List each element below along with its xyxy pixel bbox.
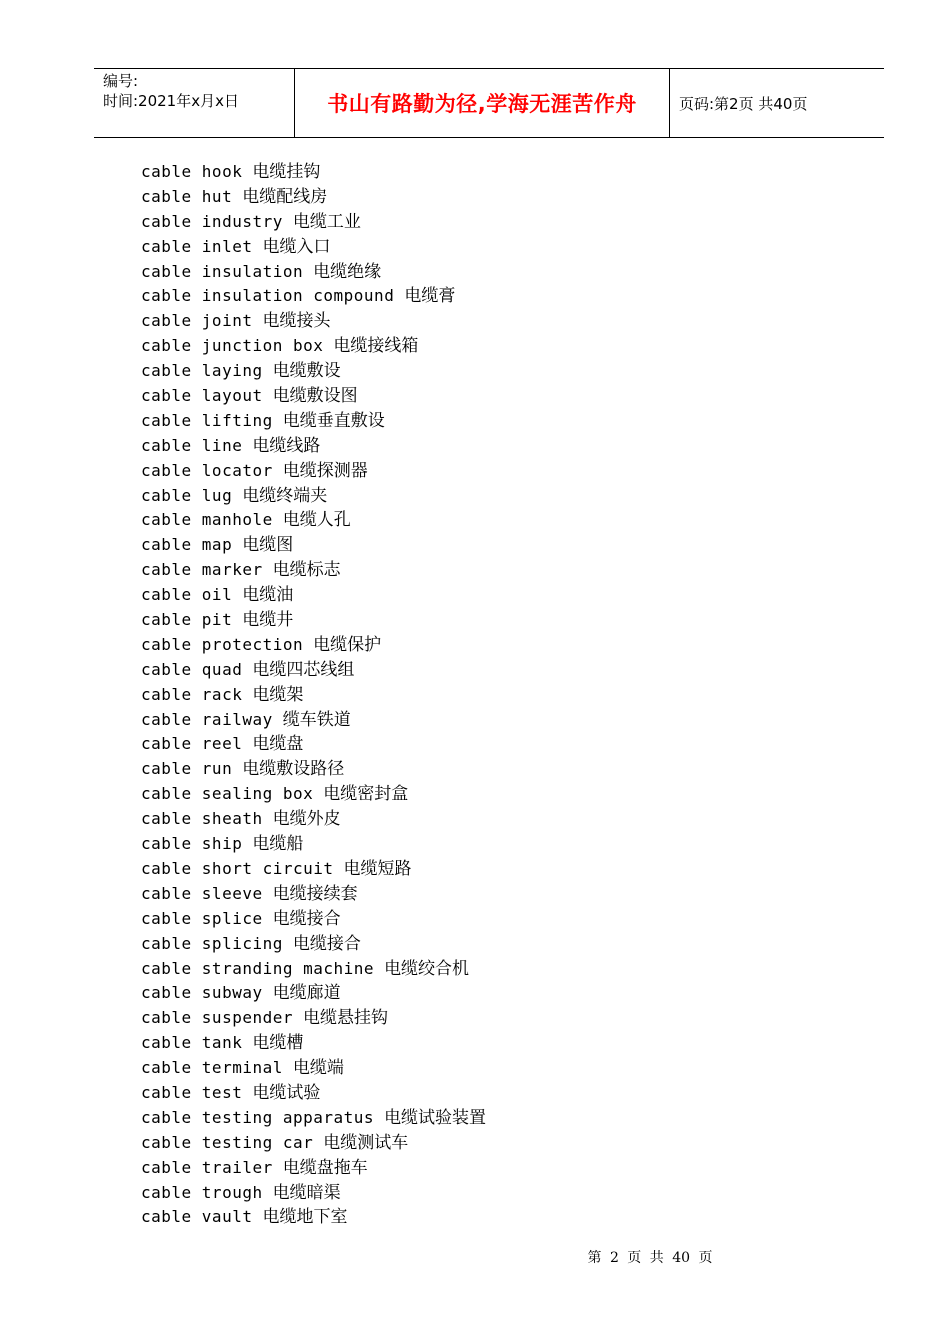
entry-chinese-term: 电缆接合 [272,908,341,929]
header-meta-cell [94,69,294,137]
glossary-entry [141,484,486,509]
glossary-entry [141,658,486,683]
glossary-entry [141,1181,486,1206]
glossary-entry [141,757,486,782]
glossary-entry [141,160,486,185]
entry-english-term: cable tank [141,1033,243,1053]
entry-english-term: cable stranding machine [141,958,375,978]
entry-chinese-term: 电缆工业 [292,211,361,232]
entry-english-term: cable hut [141,186,233,206]
glossary-entry [141,782,486,807]
entry-chinese-term: 电缆挂钩 [252,162,321,182]
entry-chinese-term: 缆车铁道 [282,709,351,730]
entry-english-term: cable line [141,435,243,455]
glossary-entry [141,907,486,932]
entry-english-term: cable sleeve [141,883,263,903]
glossary-entry [141,284,486,309]
glossary-entry [141,1006,486,1031]
entry-chinese-term: 电缆标志 [272,560,341,581]
entry-chinese-term: 电缆接线箱 [333,336,419,357]
entry-chinese-term: 电缆接续套 [272,883,358,904]
glossary-entry [141,210,486,235]
glossary-entry [141,1081,486,1106]
entry-chinese-term: 电缆端 [292,1058,344,1079]
entry-english-term: cable lifting [141,410,273,430]
entry-english-term: cable railway [141,709,273,729]
entry-chinese-term: 电缆绞合机 [384,958,470,979]
entry-english-term: cable testing apparatus [141,1107,375,1127]
footer-page-number: 第 2 页 共 40 页 [587,1250,713,1266]
entry-english-term: cable sealing box [141,784,314,804]
glossary-entry [141,732,486,757]
entry-english-term: cable testing car [141,1132,314,1152]
glossary-entry [141,533,486,558]
entry-chinese-term: 电缆敷设路径 [242,759,345,780]
entry-chinese-term: 电缆保护 [313,634,382,655]
glossary-entry [141,633,486,658]
glossary-entry [141,558,486,583]
entry-english-term: cable inlet [141,236,253,256]
entry-english-term: cable junction box [141,336,324,356]
glossary-entry [141,857,486,882]
entry-english-term: cable pit [141,610,233,630]
entry-chinese-term: 电缆敷设图 [272,386,358,407]
entry-chinese-term: 电缆图 [242,535,294,556]
entry-chinese-term: 电缆敷设 [272,361,341,382]
entry-english-term: cable reel [141,734,243,754]
entry-chinese-term: 电缆井 [242,610,294,631]
header-motto-cell [294,69,670,137]
glossary-entry [141,1031,486,1056]
glossary-entry [141,1205,486,1230]
entry-chinese-term: 电缆悬挂钩 [303,1008,388,1029]
entry-english-term: cable quad [141,659,243,679]
entry-english-term: cable laying [141,361,263,381]
entry-chinese-term: 电缆入口 [262,236,331,257]
glossary-entry [141,384,486,409]
entry-english-term: cable splice [141,908,263,928]
page-header [94,68,884,138]
entry-chinese-term: 电缆油 [242,585,294,606]
glossary-entry [141,932,486,957]
entry-chinese-term: 电缆试验 [252,1082,321,1103]
entry-chinese-term: 电缆四芯线组 [252,659,355,680]
entry-chinese-term: 电缆短路 [343,858,412,879]
entry-chinese-term: 电缆架 [252,684,304,705]
entry-chinese-term: 电缆廊道 [272,983,341,1004]
entry-chinese-term: 电缆地下室 [262,1207,348,1228]
entry-chinese-term: 电缆绝缘 [313,261,382,282]
entry-chinese-term: 电缆人孔 [282,510,351,531]
entry-chinese-term: 电缆外皮 [272,809,341,830]
entry-chinese-term: 电缆测试车 [323,1132,409,1153]
entry-english-term: cable locator [141,460,273,480]
entry-chinese-term: 电缆线路 [252,435,321,456]
entry-english-term: cable suspender [141,1008,293,1028]
glossary-entry [141,508,486,533]
glossary-entry [141,708,486,733]
entry-chinese-term: 电缆暗渠 [272,1182,341,1203]
header-motto: 书山有路勤为径,学海无涯苦作舟 [327,92,637,116]
entry-chinese-term: 电缆试验装置 [384,1107,487,1128]
glossary-entry [141,583,486,608]
glossary-entry [141,683,486,708]
glossary-entry [141,459,486,484]
glossary-entry [141,359,486,384]
entry-english-term: cable marker [141,560,263,580]
entry-english-term: cable insulation [141,261,304,281]
entry-chinese-term: 电缆配线房 [242,186,328,207]
entry-chinese-term: 电缆密封盒 [323,784,409,805]
entry-english-term: cable vault [141,1207,253,1227]
entry-english-term: cable rack [141,684,243,704]
entry-english-term: cable insulation compound [141,286,395,306]
glossary-entry [141,832,486,857]
glossary-entry [141,309,486,334]
glossary-entry [141,185,486,210]
entry-english-term: cable oil [141,585,233,605]
entry-chinese-term: 电缆接合 [292,933,361,954]
entry-english-term: cable industry [141,211,283,231]
glossary-entry [141,882,486,907]
page-footer [0,1247,950,1267]
entry-chinese-term: 电缆槽 [252,1033,304,1054]
entry-english-term: cable map [141,535,233,555]
glossary-entry [141,1106,486,1131]
entry-english-term: cable short circuit [141,858,334,878]
glossary-entry [141,235,486,260]
entry-chinese-term: 电缆船 [252,834,304,855]
entry-english-term: cable protection [141,634,304,654]
entry-english-term: cable hook [141,162,243,181]
entry-english-term: cable lug [141,485,233,505]
entry-english-term: cable run [141,759,233,779]
entry-english-term: cable splicing [141,933,283,953]
entry-chinese-term: 电缆膏 [404,286,456,307]
entry-english-term: cable trailer [141,1157,273,1177]
header-page-info: 页码:第2页 共40页 [679,94,808,113]
entry-chinese-term: 电缆垂直敷设 [282,410,385,431]
entry-english-term: cable sheath [141,809,263,829]
header-page-cell [669,69,884,137]
document-code-label: 编号: [103,72,139,90]
glossary-entry [141,981,486,1006]
entry-english-term: cable trough [141,1182,263,1202]
glossary-entry [141,1056,486,1081]
entry-chinese-term: 电缆终端夹 [242,485,328,506]
entry-english-term: cable test [141,1082,243,1102]
glossary-entry [141,1156,486,1181]
glossary-entry [141,957,486,982]
entry-chinese-term: 电缆盘拖车 [282,1157,368,1178]
glossary-entry [141,334,486,359]
entry-english-term: cable ship [141,834,243,854]
entry-english-term: cable layout [141,386,263,406]
entry-chinese-term: 电缆探测器 [282,460,368,481]
entry-english-term: cable terminal [141,1058,283,1078]
glossary-entry [141,260,486,285]
entry-english-term: cable subway [141,983,263,1003]
glossary-entry [141,409,486,434]
glossary-entry [141,1131,486,1156]
entry-english-term: cable manhole [141,510,273,530]
entry-chinese-term: 电缆接头 [262,311,331,332]
glossary-entry [141,608,486,633]
entry-english-term: cable joint [141,311,253,331]
entry-chinese-term: 电缆盘 [252,734,304,755]
glossary-entry [141,434,486,459]
glossary-entry [141,807,486,832]
document-time-label: 时间:2021年x月x日 [103,92,239,110]
glossary-list [141,160,486,1230]
